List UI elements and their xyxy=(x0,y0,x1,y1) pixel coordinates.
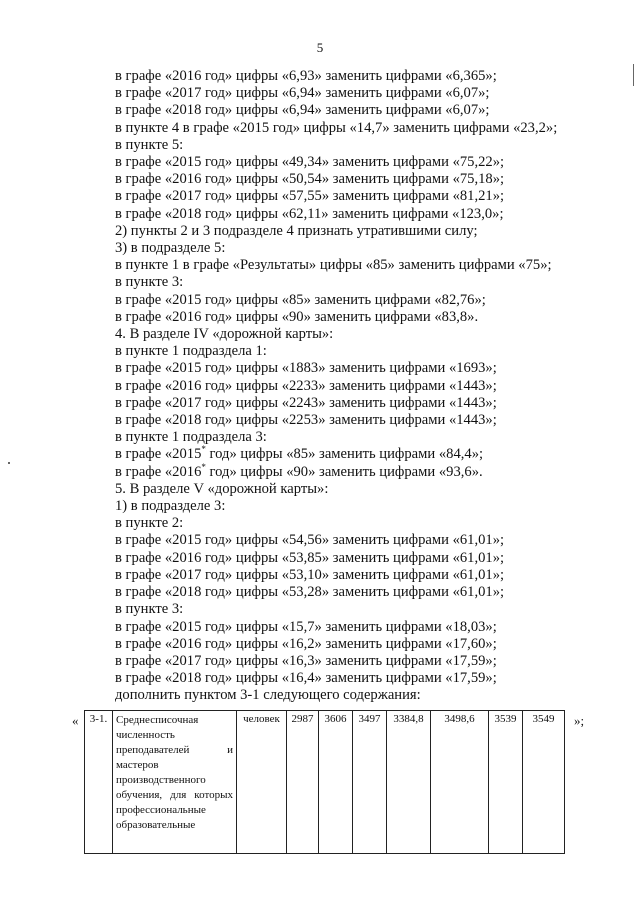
page-number: 5 xyxy=(316,40,324,55)
text-line-content: в пункте 1 подраздела 3: xyxy=(115,429,267,446)
text-line xyxy=(115,619,585,636)
text-line xyxy=(115,274,585,291)
value-cell: 3384,8 xyxy=(387,711,431,854)
text-line xyxy=(115,653,585,670)
text-line-content: в пункте 5: xyxy=(115,136,184,153)
value-cell: 3549 xyxy=(523,711,565,854)
text-line-content: в графе «2016 год» цифры «53,85» заменить цифрами «61,01»; xyxy=(115,549,505,566)
text-line xyxy=(115,171,585,188)
text-line xyxy=(115,567,585,584)
text-line xyxy=(115,670,585,687)
text-line xyxy=(115,636,585,653)
text-line-content: в пункте 2: xyxy=(115,515,184,532)
table-open-quote: « xyxy=(72,713,79,728)
text-line xyxy=(115,429,585,446)
row-number-cell: 3-1. xyxy=(85,711,113,854)
text-line-content: в пункте 1 в графе «Результаты» цифры «85» заменить цифрами «75»; xyxy=(115,257,552,274)
text-line xyxy=(115,515,585,532)
scan-edge-mark xyxy=(633,64,634,86)
text-line-content: в графе «2017 год» цифры «2243» заменить цифрами «1443»; xyxy=(115,394,497,411)
text-line xyxy=(115,601,585,618)
text-line xyxy=(115,102,585,119)
value-cell: 3539 xyxy=(489,711,523,854)
text-line-content: дополнить пунктом 3-1 следующего содержания: xyxy=(115,687,421,704)
table-row xyxy=(85,711,565,854)
text-line-content: в графе «2018 год» цифры «16,4» заменить цифрами «17,59»; xyxy=(115,670,497,687)
text-line-content: 5. В разделе V «дорожной карты»: xyxy=(115,480,329,497)
text-line xyxy=(115,360,585,377)
text-line-content: в графе «2015 год» цифры «54,56» заменить цифрами «61,01»; xyxy=(115,532,505,549)
text-line xyxy=(115,85,585,102)
text-line xyxy=(115,395,585,412)
text-line xyxy=(115,481,585,498)
amendment-text xyxy=(115,68,585,705)
text-line-content: в графе «2018 год» цифры «6,94» заменить цифрами «6,07»; xyxy=(115,102,490,119)
text-line-content: в графе «2016 xyxy=(115,463,202,480)
text-line-content: в пункте 4 в графе «2015 год» цифры «14,7» заменить цифрами «23,2»; xyxy=(115,119,558,136)
text-line xyxy=(115,309,585,326)
text-line xyxy=(115,257,585,274)
text-line xyxy=(115,584,585,601)
text-line-content: в пункте 1 подраздела 1: xyxy=(115,343,267,360)
text-line-content: в пункте 3: xyxy=(115,274,184,291)
footnote-mark: * xyxy=(201,461,206,472)
text-line xyxy=(115,223,585,240)
value-cell: 2987 xyxy=(287,711,319,854)
text-line-content: в пункте 3: xyxy=(115,601,184,618)
unit-cell: человек xyxy=(237,711,287,854)
text-line-content: в графе «2017 год» цифры «16,3» заменить цифрами «17,59»; xyxy=(115,652,497,669)
text-line-content: в графе «2016 год» цифры «90» заменить цифрами «83,8». xyxy=(115,308,479,325)
text-line-content: в графе «2015 год» цифры «49,34» заменить цифрами «75,22»; xyxy=(115,154,505,171)
text-line xyxy=(115,240,585,257)
text-line-content: в графе «2017 год» цифры «53,10» заменить цифрами «61,01»; xyxy=(115,566,505,583)
amendment-table xyxy=(84,710,565,854)
text-line-content: год» цифры «85» заменить цифрами «84,4»; xyxy=(205,446,484,463)
value-cell: 3497 xyxy=(353,711,387,854)
text-line xyxy=(115,188,585,205)
text-line-content: в графе «2015 xyxy=(115,446,202,463)
text-line-content: в графе «2018 год» цифры «62,11» заменить цифрами «123,0»; xyxy=(115,205,504,222)
text-line-content: в графе «2015 год» цифры «1883» заменить цифрами «1693»; xyxy=(115,360,497,377)
text-line xyxy=(115,446,585,463)
value-cell: 3606 xyxy=(319,711,353,854)
text-line-content: в графе «2017 год» цифры «6,94» заменить цифрами «6,07»; xyxy=(115,85,490,102)
text-line xyxy=(115,154,585,171)
amendment-table-block xyxy=(72,710,624,854)
table-close-quote: »; xyxy=(574,713,585,728)
text-line-content: в графе «2017 год» цифры «57,55» заменить цифрами «81,21»; xyxy=(115,188,505,205)
scan-speck xyxy=(8,462,10,464)
text-line xyxy=(115,550,585,567)
text-line-content: в графе «2015 год» цифры «15,7» заменить цифрами «18,03»; xyxy=(115,618,497,635)
text-line xyxy=(115,498,585,515)
text-line xyxy=(115,412,585,429)
text-line xyxy=(115,687,585,704)
text-line xyxy=(115,292,585,309)
text-line xyxy=(115,532,585,549)
text-line xyxy=(115,68,585,85)
text-line xyxy=(115,137,585,154)
text-line xyxy=(115,461,585,481)
text-line-content: в графе «2016 год» цифры «50,54» заменить цифрами «75,18»; xyxy=(115,171,505,188)
indicator-name-cell: Среднесписочная численность преподавателей и мастеров производственного обучения, для которых профессиональные образовательные xyxy=(113,711,237,854)
text-line xyxy=(115,206,585,223)
text-line-content: 3) в подразделе 5: xyxy=(115,240,226,257)
text-line-content: 4. В разделе IV «дорожной карты»: xyxy=(115,326,334,343)
text-line-content: 2) пункты 2 и 3 подразделе 4 признать утратившими силу; xyxy=(115,222,478,239)
text-line xyxy=(115,378,585,395)
text-line-content: в графе «2018 год» цифры «2253» заменить цифрами «1443»; xyxy=(115,412,497,429)
text-line-content: в графе «2016 год» цифры «16,2» заменить цифрами «17,60»; xyxy=(115,635,497,652)
text-line-content: в графе «2015 год» цифры «85» заменить цифрами «82,76»; xyxy=(115,291,486,308)
text-line xyxy=(115,343,585,360)
text-line-content: год» цифры «90» заменить цифрами «93,6». xyxy=(205,463,483,480)
text-line-content: в графе «2016 год» цифры «6,93» заменить цифрами «6,365»; xyxy=(115,68,497,84)
text-line-content: в графе «2016 год» цифры «2233» заменить цифрами «1443»; xyxy=(115,377,497,394)
footnote-mark: * xyxy=(201,444,206,455)
text-line xyxy=(115,326,585,343)
text-line xyxy=(115,120,585,137)
value-cell: 3498,6 xyxy=(431,711,489,854)
text-line-content: 1) в подразделе 3: xyxy=(115,498,226,515)
text-line-content: в графе «2018 год» цифры «53,28» заменить цифрами «61,01»; xyxy=(115,584,505,601)
